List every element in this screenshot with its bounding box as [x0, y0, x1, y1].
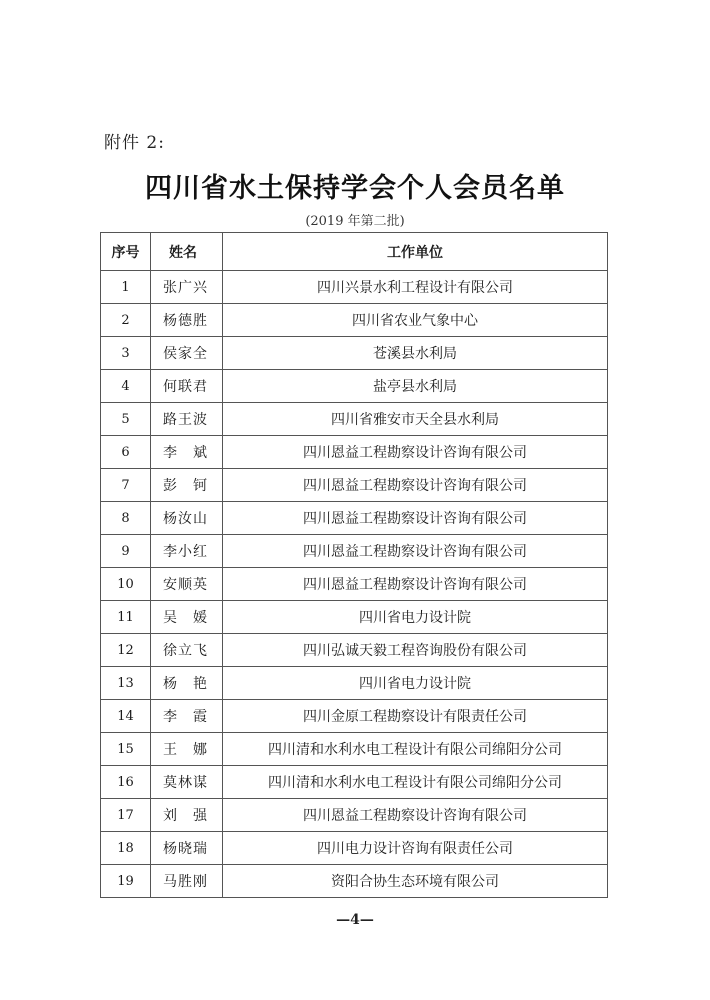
cell-no: 1 [101, 271, 151, 304]
cell-name: 侯家全 [151, 337, 223, 370]
cell-name: 徐立飞 [151, 634, 223, 667]
document-title: 四川省水土保持学会个人会员名单 [145, 173, 565, 204]
cell-no: 13 [101, 667, 151, 700]
cell-name: 杨晓瑞 [151, 832, 223, 865]
cell-no: 16 [101, 766, 151, 799]
cell-unit: 四川兴景水利工程设计有限公司 [223, 271, 608, 304]
cell-no: 10 [101, 568, 151, 601]
table-row [101, 436, 608, 469]
cell-name: 莫林谋 [151, 766, 223, 799]
table-row [101, 337, 608, 370]
cell-unit: 四川恩益工程勘察设计咨询有限公司 [223, 799, 608, 832]
cell-name: 彭 钶 [151, 469, 223, 502]
cell-unit: 四川恩益工程勘察设计咨询有限公司 [223, 469, 608, 502]
table-row [101, 733, 608, 766]
cell-name: 杨汝山 [151, 502, 223, 535]
cell-no: 14 [101, 700, 151, 733]
header-name: 姓名 [151, 233, 223, 271]
cell-unit: 四川省雅安市天全县水利局 [223, 403, 608, 436]
cell-no: 18 [101, 832, 151, 865]
cell-name: 杨德胜 [151, 304, 223, 337]
cell-no: 4 [101, 370, 151, 403]
cell-unit: 四川恩益工程勘察设计咨询有限公司 [223, 568, 608, 601]
member-table [100, 232, 608, 898]
cell-unit: 四川省农业气象中心 [223, 304, 608, 337]
table-row [101, 271, 608, 304]
cell-no: 17 [101, 799, 151, 832]
table-row [101, 799, 608, 832]
cell-no: 5 [101, 403, 151, 436]
table-row [101, 469, 608, 502]
cell-name: 李小红 [151, 535, 223, 568]
cell-no: 3 [101, 337, 151, 370]
cell-unit: 四川恩益工程勘察设计咨询有限公司 [223, 535, 608, 568]
table-row [101, 304, 608, 337]
cell-unit: 苍溪县水利局 [223, 337, 608, 370]
cell-unit: 四川弘诚天毅工程咨询股份有限公司 [223, 634, 608, 667]
cell-no: 2 [101, 304, 151, 337]
cell-unit: 四川电力设计咨询有限责任公司 [223, 832, 608, 865]
cell-name: 王 娜 [151, 733, 223, 766]
cell-unit: 四川恩益工程勘察设计咨询有限公司 [223, 502, 608, 535]
cell-no: 8 [101, 502, 151, 535]
page-number: —4— [336, 912, 374, 928]
table-row [101, 403, 608, 436]
cell-name: 安顺英 [151, 568, 223, 601]
header-no: 序号 [101, 233, 151, 271]
cell-unit: 四川省电力设计院 [223, 601, 608, 634]
header-unit: 工作单位 [223, 233, 608, 271]
cell-name: 刘 强 [151, 799, 223, 832]
table-row [101, 502, 608, 535]
table-header-row [101, 233, 608, 271]
cell-no: 7 [101, 469, 151, 502]
cell-no: 9 [101, 535, 151, 568]
cell-unit: 四川恩益工程勘察设计咨询有限公司 [223, 436, 608, 469]
cell-name: 李 斌 [151, 436, 223, 469]
cell-name: 马胜刚 [151, 865, 223, 898]
cell-unit: 四川省电力设计院 [223, 667, 608, 700]
cell-unit: 四川金原工程勘察设计有限责任公司 [223, 700, 608, 733]
cell-no: 12 [101, 634, 151, 667]
cell-name: 何联君 [151, 370, 223, 403]
cell-unit: 盐亭县水利局 [223, 370, 608, 403]
cell-unit: 四川清和水利水电工程设计有限公司绵阳分公司 [223, 766, 608, 799]
table-row [101, 700, 608, 733]
attachment-label: 附件 2: [104, 133, 165, 153]
document-subtitle: (2019 年第二批) [305, 214, 405, 229]
table-row [101, 568, 608, 601]
cell-name: 张广兴 [151, 271, 223, 304]
table-row [101, 667, 608, 700]
cell-no: 11 [101, 601, 151, 634]
cell-unit: 四川清和水利水电工程设计有限公司绵阳分公司 [223, 733, 608, 766]
cell-no: 19 [101, 865, 151, 898]
cell-unit: 资阳合协生态环境有限公司 [223, 865, 608, 898]
table-row [101, 832, 608, 865]
cell-name: 路王波 [151, 403, 223, 436]
cell-name: 李 霞 [151, 700, 223, 733]
table-row [101, 865, 608, 898]
table-row [101, 370, 608, 403]
cell-no: 6 [101, 436, 151, 469]
table-row [101, 601, 608, 634]
table-row [101, 535, 608, 568]
cell-name: 杨 艳 [151, 667, 223, 700]
cell-name: 吴 媛 [151, 601, 223, 634]
table-row [101, 766, 608, 799]
cell-no: 15 [101, 733, 151, 766]
table-row [101, 634, 608, 667]
